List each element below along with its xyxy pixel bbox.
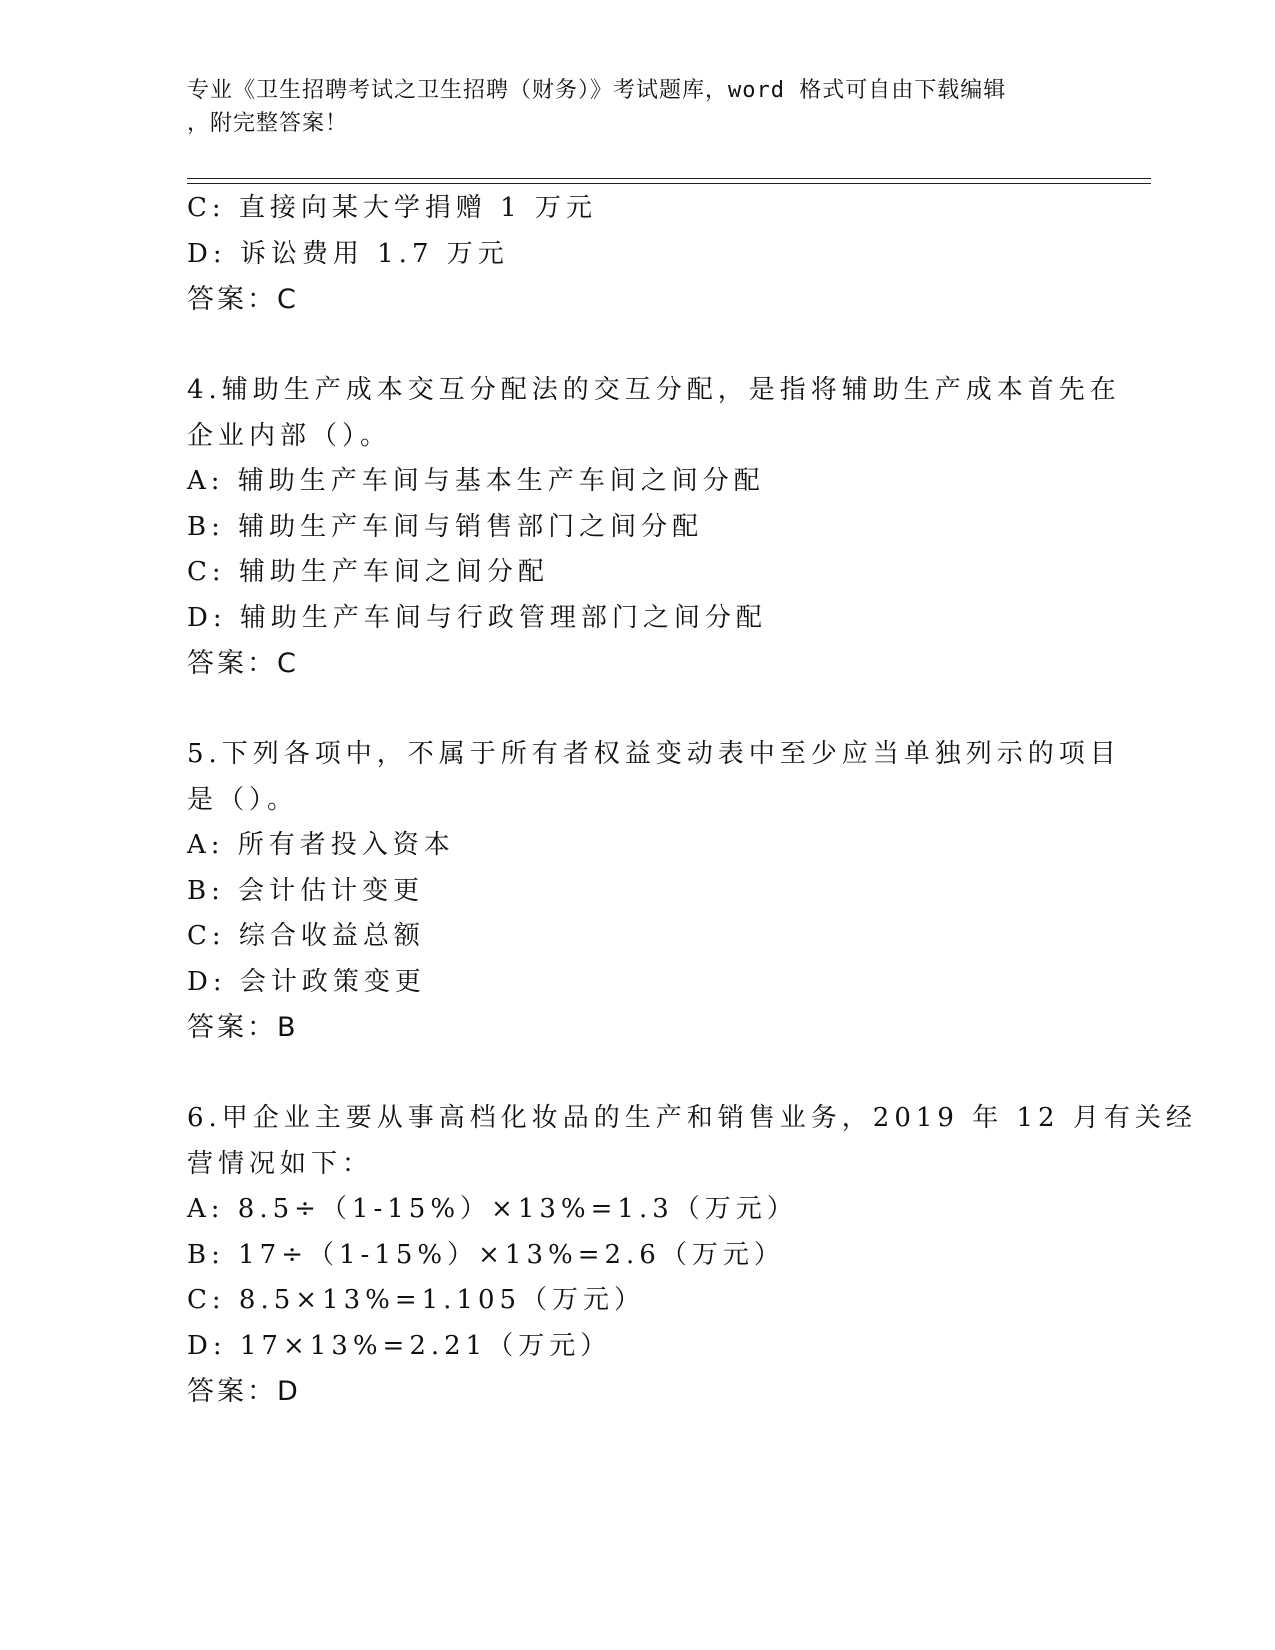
q5-stem-line-1: 5.下列各项中，不属于所有者权益变动表中至少应当单独列示的项目 xyxy=(187,739,1121,769)
header-title-line-2: ，附完整答案！ xyxy=(187,111,349,136)
question-6 xyxy=(187,1096,1197,1415)
q4-option-c: C: 辅助生产车间之间分配 xyxy=(187,557,549,587)
spacer xyxy=(187,323,1127,369)
spacer xyxy=(187,1051,1127,1097)
question-5 xyxy=(187,732,1127,1051)
q5-answer: 答案：B xyxy=(187,1012,299,1043)
q4-stem-line-2: 企业内部（）。 xyxy=(187,420,392,451)
q3-option-d: D: 诉讼费用 1.7 万元 xyxy=(187,238,509,269)
q5-option-b: B: 会计估计变更 xyxy=(187,875,425,906)
q6-option-b: B: 17÷（1-15%）×13%=2.6（万元） xyxy=(187,1239,785,1270)
q6-stem-line-1: 6.甲企业主要从事高档化妆品的生产和销售业务，2019 年 12 月有关经 xyxy=(187,1103,1197,1133)
q5-stem-line-2: 是（）。 xyxy=(187,784,299,815)
q5-option-c: C: 综合收益总额 xyxy=(187,921,425,951)
spacer xyxy=(187,687,1127,733)
q3-option-c: C: 直接向某大学捐赠 1 万元 xyxy=(187,193,597,223)
q6-option-a: A: 8.5÷（1-15%）×13%=1.3（万元） xyxy=(187,1194,798,1224)
q5-option-a: A: 所有者投入资本 xyxy=(187,830,455,860)
page-header xyxy=(187,74,1087,140)
question-list xyxy=(187,186,1197,1415)
header-divider-bottom xyxy=(187,183,1151,184)
q6-answer: 答案：D xyxy=(187,1376,301,1407)
header-title-line-1: 专业《卫生招聘考试之卫生招聘（财务）》考试题库，word 格式可自由下载编辑 xyxy=(187,78,1007,103)
q4-option-a: A: 辅助生产车间与基本生产车间之间分配 xyxy=(187,466,765,496)
question-4 xyxy=(187,368,1127,687)
question-3-tail xyxy=(187,186,1127,323)
q4-option-d: D: 辅助生产车间与行政管理部门之间分配 xyxy=(187,602,767,633)
q5-option-d: D: 会计政策变更 xyxy=(187,966,426,997)
q6-option-c: C: 8.5×13%=1.105（万元） xyxy=(187,1285,646,1315)
header-divider-top xyxy=(187,178,1151,179)
q6-option-d: D: 17×13%=2.21（万元） xyxy=(187,1330,612,1361)
q4-stem-line-1: 4.辅助生产成本交互分配法的交互分配，是指将辅助生产成本首先在 xyxy=(187,375,1121,405)
q3-answer: 答案：C xyxy=(187,284,299,315)
q4-answer: 答案：C xyxy=(187,648,299,679)
q6-stem-line-2: 营情况如下： xyxy=(187,1148,374,1179)
q4-option-b: B: 辅助生产车间与销售部门之间分配 xyxy=(187,511,704,542)
